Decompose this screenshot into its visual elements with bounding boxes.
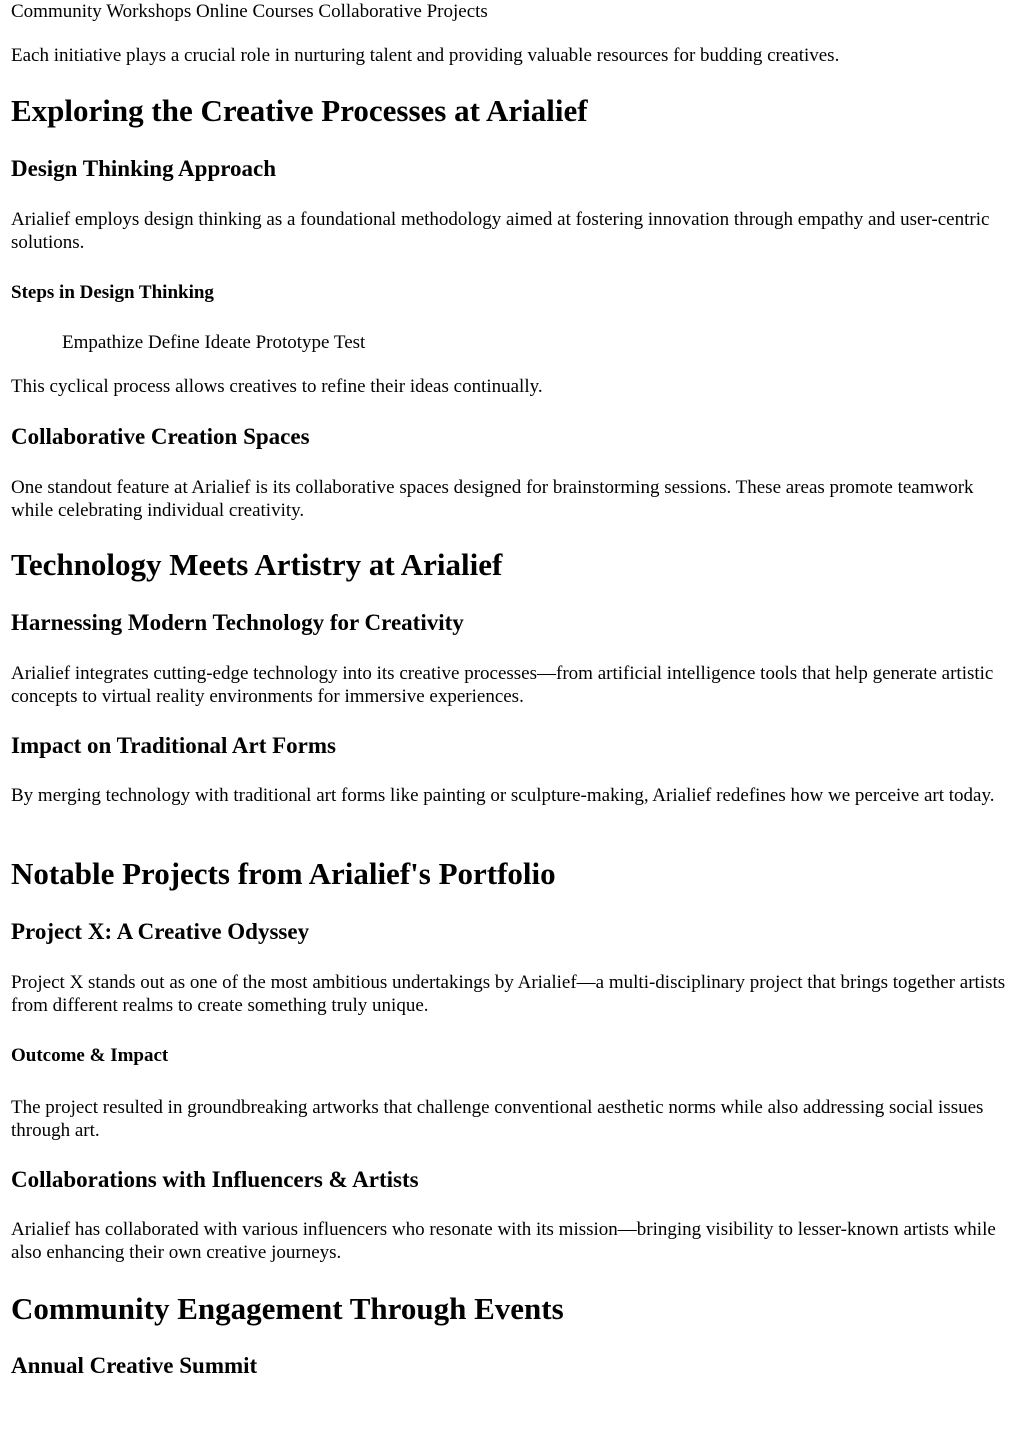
- intro-paragraph: Each initiative plays a crucial role in nurturing talent and providing valuable resources for budding creatives.: [11, 45, 840, 66]
- collaborations-paragraph: Arialief has collaborated with various influencers who resonate with its mission—bringing visibility to lesser-known artists while also enhancing their own creative journeys.: [11, 1219, 996, 1263]
- creative-processes-heading: Exploring the Creative Processes at Arialief: [11, 93, 588, 128]
- technology-heading: Technology Meets Artistry at Arialief: [11, 547, 503, 582]
- step-ideate: Ideate: [204, 332, 251, 353]
- nav-item-collaborative-projects[interactable]: Collaborative Projects: [318, 1, 488, 22]
- design-thinking-closing-paragraph: This cyclical process allows creatives to refine their ideas continually.: [11, 376, 543, 397]
- project-x-heading: Project X: A Creative Odyssey: [11, 919, 310, 944]
- step-define: Define: [148, 332, 200, 353]
- outcome-impact-heading: Outcome & Impact: [11, 1045, 169, 1066]
- design-thinking-paragraph: Arialief employs design thinking as a foundational methodology aimed at fostering innovation through empathy and user-centric solutions.: [11, 209, 990, 253]
- project-x-paragraph: Project X stands out as one of the most ambitious undertakings by Arialief—a multi-disciplinary project that brings together artists from different realms to create something truly unique.: [11, 972, 1006, 1016]
- design-thinking-heading: Design Thinking Approach: [11, 156, 277, 181]
- collaborative-spaces-heading: Collaborative Creation Spaces: [11, 424, 310, 449]
- step-prototype: Prototype: [255, 332, 330, 353]
- design-thinking-steps-heading: Steps in Design Thinking: [11, 282, 214, 303]
- annual-summit-heading: Annual Creative Summit: [11, 1353, 258, 1378]
- nav-item-online-courses[interactable]: Online Courses: [195, 1, 314, 22]
- nav-item-community-workshops[interactable]: Community Workshops: [11, 1, 192, 22]
- design-thinking-steps-list: [62, 331, 365, 354]
- portfolio-heading: Notable Projects from Arialief's Portfolio: [11, 856, 556, 891]
- step-test: Test: [333, 332, 366, 353]
- community-engagement-heading: Community Engagement Through Events: [11, 1291, 564, 1326]
- harnessing-technology-heading: Harnessing Modern Technology for Creativity: [11, 610, 464, 635]
- collaborative-spaces-paragraph: One standout feature at Arialief is its collaborative spaces designed for brainstorming sessions. These areas promote teamwork while celebrating individual creativity.: [11, 477, 974, 521]
- step-empathize: Empathize: [62, 332, 144, 353]
- outcome-impact-paragraph: The project resulted in groundbreaking artworks that challenge conventional aesthetic norms while also addressing social issues through art.: [11, 1097, 984, 1141]
- traditional-art-paragraph: By merging technology with traditional art forms like painting or sculpture-making, Arialief redefines how we perceive art today.: [11, 785, 995, 806]
- harnessing-technology-paragraph: Arialief integrates cutting-edge technology into its creative processes—from artificial intelligence tools that help generate artistic concepts to virtual reality environments for immersive experiences.: [11, 663, 994, 707]
- traditional-art-heading: Impact on Traditional Art Forms: [11, 733, 336, 758]
- initiatives-nav: [11, 0, 488, 23]
- collaborations-heading: Collaborations with Influencers & Artists: [11, 1167, 419, 1192]
